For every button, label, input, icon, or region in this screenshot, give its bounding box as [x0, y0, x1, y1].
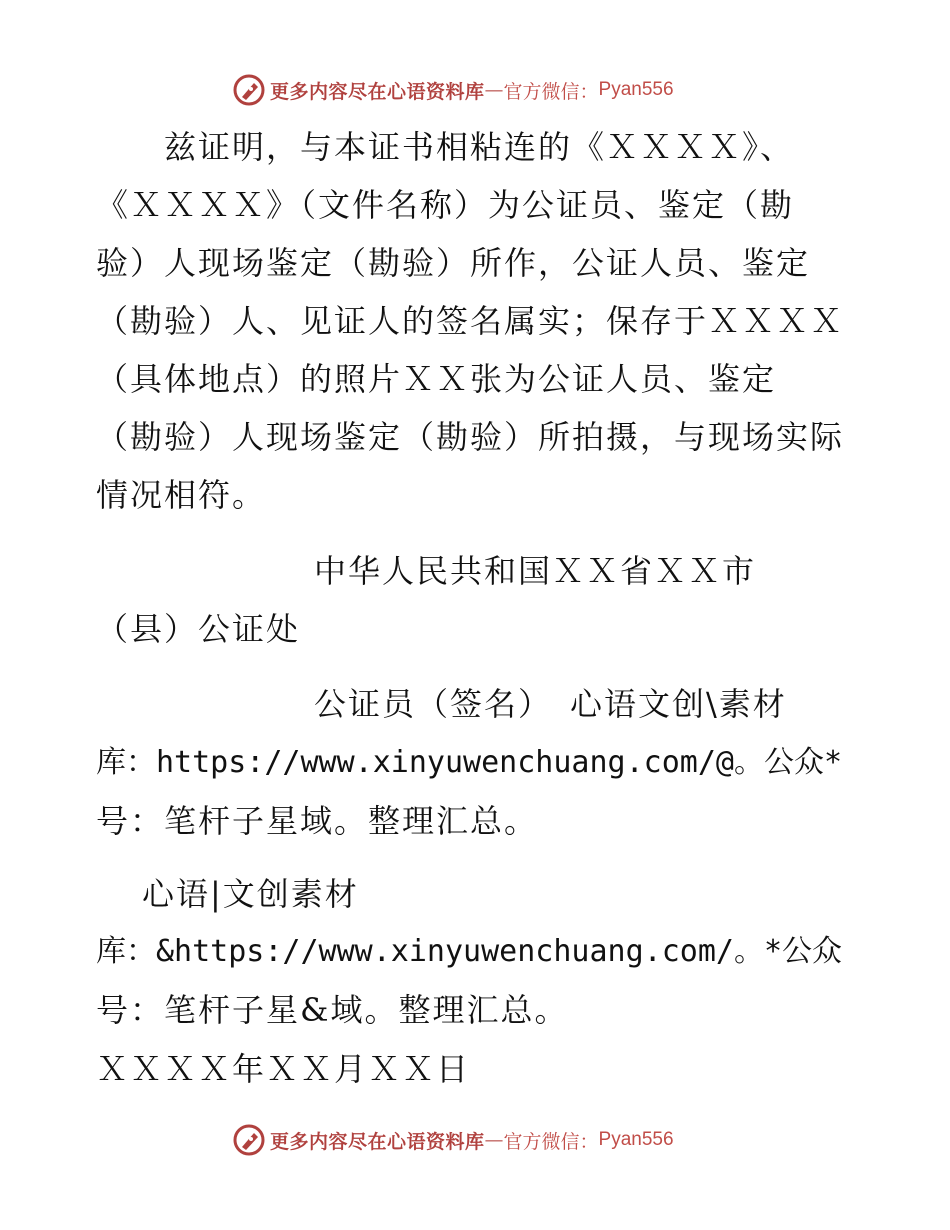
header-banner — [232, 72, 752, 108]
banner-wechat-label: 官方微信： — [503, 1130, 599, 1153]
url-line-1: 库：https://www.xinyuwenchuang.com/@。公众* — [96, 745, 843, 780]
paragraph-line-2: 《ＸＸＸＸ》（文件名称）为公证员、鉴定（勘 — [96, 186, 795, 224]
paragraph-line-5: （具体地点）的照片ＸＸ张为公证人员、鉴定 — [96, 360, 777, 398]
pen-nib-logo-icon — [232, 73, 266, 107]
account-line-2: 号：笔杆子星&域。整理汇总。 — [96, 991, 569, 1029]
date-line: ＸＸＸＸ年ＸＸ月ＸＸ日 — [96, 1050, 471, 1088]
paragraph-line-1: 兹证明，与本证书相粘连的《ＸＸＸＸ》、 — [96, 128, 795, 166]
banner-wechat-id: Pyan556 — [598, 1129, 674, 1150]
footer-banner — [232, 1122, 752, 1158]
notary-signature-line: 公证员（签名） 心语文创\素材 — [314, 685, 787, 723]
notary-office-line-2: （县）公证处 — [96, 610, 301, 648]
account-line-1: 号：笔杆子星域。整理汇总。 — [96, 802, 539, 840]
banner-dash: — — [484, 79, 504, 101]
paragraph-line-6: （勘验）人现场鉴定（勘验）所拍摄，与现场实际 — [96, 418, 845, 456]
notary-office-line-1: 中华人民共和国ＸＸ省ＸＸ市 — [314, 552, 757, 590]
banner-wechat-id: Pyan556 — [598, 79, 674, 100]
paragraph-line-7: 情况相符。 — [96, 476, 267, 514]
banner-main-text: 更多内容尽在心语资料库 — [270, 1130, 485, 1153]
banner-dash: — — [484, 1129, 504, 1151]
banner-main-text: 更多内容尽在心语资料库 — [270, 80, 485, 103]
pen-nib-logo-icon — [232, 1123, 266, 1157]
paragraph-line-4: （勘验）人、见证人的签名属实；保存于ＸＸＸＸ — [96, 302, 845, 340]
paragraph-line-3: 验）人现场鉴定（勘验）所作，公证人员、鉴定 — [96, 244, 811, 282]
url-line-2: 库：&https://www.xinyuwenchuang.com/。*公众 — [96, 934, 843, 969]
watermark-heading: 心语|文创素材 — [142, 875, 359, 913]
banner-wechat-label: 官方微信： — [503, 80, 599, 103]
